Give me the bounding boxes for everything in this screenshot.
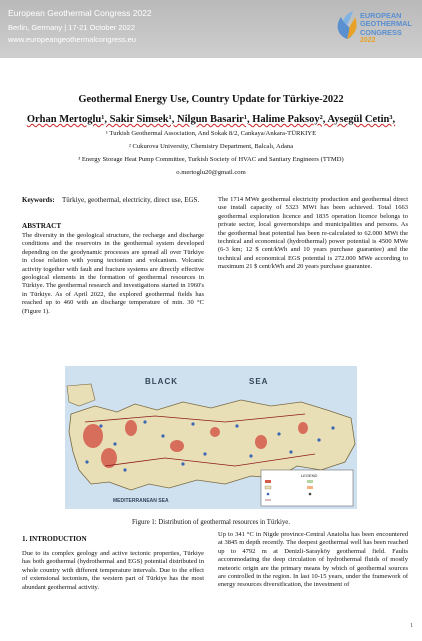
congress-logo — [331, 7, 419, 51]
affiliation-3: ³ Energy Storage Heat Pump Committee, Turkish Society of HVAC and Sanitary Engineers (TTMD) — [78, 156, 344, 163]
conference-location-date: Berlin, Germany | 17-21 October 2022 — [8, 23, 136, 32]
congress-logo-text — [360, 12, 412, 37]
keywords-label: Keywords: — [22, 196, 55, 204]
author-email[interactable]: o.mertoglu20@gmail.com — [176, 169, 246, 176]
logo-line-2: GEOTHERMAL — [360, 19, 412, 29]
introduction-continued-text: Up to 341 °C in Nigde province-Central Anatolia has been encountered at 3845 m depth recently. The deepest geothermal well has been reached up to 4792 m at Denizli-Sarayköy geothermal field. Faults accommodating the deep circulation of hydrothermal fluids of mostly meteoric origin are the primary means by which of geothermal sources are controlled in the region. In last 10-15 years, under the framework of energy resources diversification, the investment of — [218, 531, 408, 589]
abstract-continued-text: The 1714 MWe geothermal electricity production and geothermal direct use install capacity of 5323 MWt has been achieved. Total 1663 geothermal exploration licence and 1835 operation licence belongs to private sector, local governorships and municipalities and persons. As the geothermal heat potential has been re-calculated to 62.000 MWt the technical and economical (hydrothermal) power potential is 4500 MWe (6-3 km; 12 $ cent/kWh and 10 years purchase guarantee) and the technical and economical EGS potential is 272.000 MWe according to maximum 21 $ cent/kWh and 20 years purchase guarantee. — [218, 196, 408, 271]
map-sea-label-south: MEDITERRANEAN SEA — [113, 498, 169, 504]
keywords-text: Türkiye, geothermal, electricity, direct use, EGS. — [62, 196, 200, 204]
map-sea-label-north: BLACK — [145, 377, 178, 386]
conference-header — [0, 0, 422, 58]
map-sea-label-north-2: SEA — [249, 377, 269, 386]
introduction-heading: 1. INTRODUCTION — [22, 535, 87, 543]
conference-website[interactable]: www.europeangeothermalcongress.eu — [8, 35, 136, 44]
map-graphic — [65, 366, 357, 509]
abstract-text: The diversity in the geological structure, the recharge and discharge conditions and the reservoirs in the geothermal system developed depending on the geodynamic processes are spread all over Türkiye in close relation with young tectonism and volcanism. Volcanic activity together with fault and fracture systems are directly effective geological elements in the formation of geothermal resources in Türkiye. The geothermal research and investigations started in 1960's in Türkiye. As of April 2022, the explored geothermal fields has reached up to 460 with an discharge temperature of min. 30 °C (Figure 1). — [22, 232, 204, 315]
introduction-text: Due to its complex geology and active tectonic properties, Türkiye has both geothermal (hydrothermal and EGS) potential distributed in whole country with different temperature intervals. Due to the effect of extensional tectonism, the western part of Türkiye has the most abundant geothermal activity. — [22, 550, 204, 591]
paper-authors: Orhan Mertoglu¹, Sakir Simsek¹, Nilgun Basarir¹, Halime Paksoy², Aysegül Cetin³, — [26, 114, 396, 125]
page-number: 1 — [410, 622, 414, 629]
affiliation-1: ¹ Turkish Geothermal Association, And Sokak 8/2, Cankaya/Ankara-TÜRKIYE — [105, 130, 317, 137]
abstract-heading: ABSTRACT — [22, 222, 62, 230]
figure-caption: Figure 1: Distribution of geothermal resources in Türkiye. — [131, 519, 291, 526]
logo-year: 2022 — [360, 37, 376, 44]
map-legend-title: LEGEND — [301, 473, 318, 478]
logo-line-3: CONGRESS — [360, 27, 402, 37]
affiliation-2: ² Cukurova University, Chemistry Department, Balcalı, Adana — [128, 143, 294, 150]
logo-line-1: EUROPEAN — [360, 11, 402, 20]
congress-logo-icon — [331, 9, 363, 41]
paper-title: Geothermal Energy Use, Country Update for Türkiye-2022 — [78, 94, 344, 105]
conference-name: European Geothermal Congress 2022 — [8, 8, 152, 18]
geothermal-resources-map — [65, 366, 357, 509]
